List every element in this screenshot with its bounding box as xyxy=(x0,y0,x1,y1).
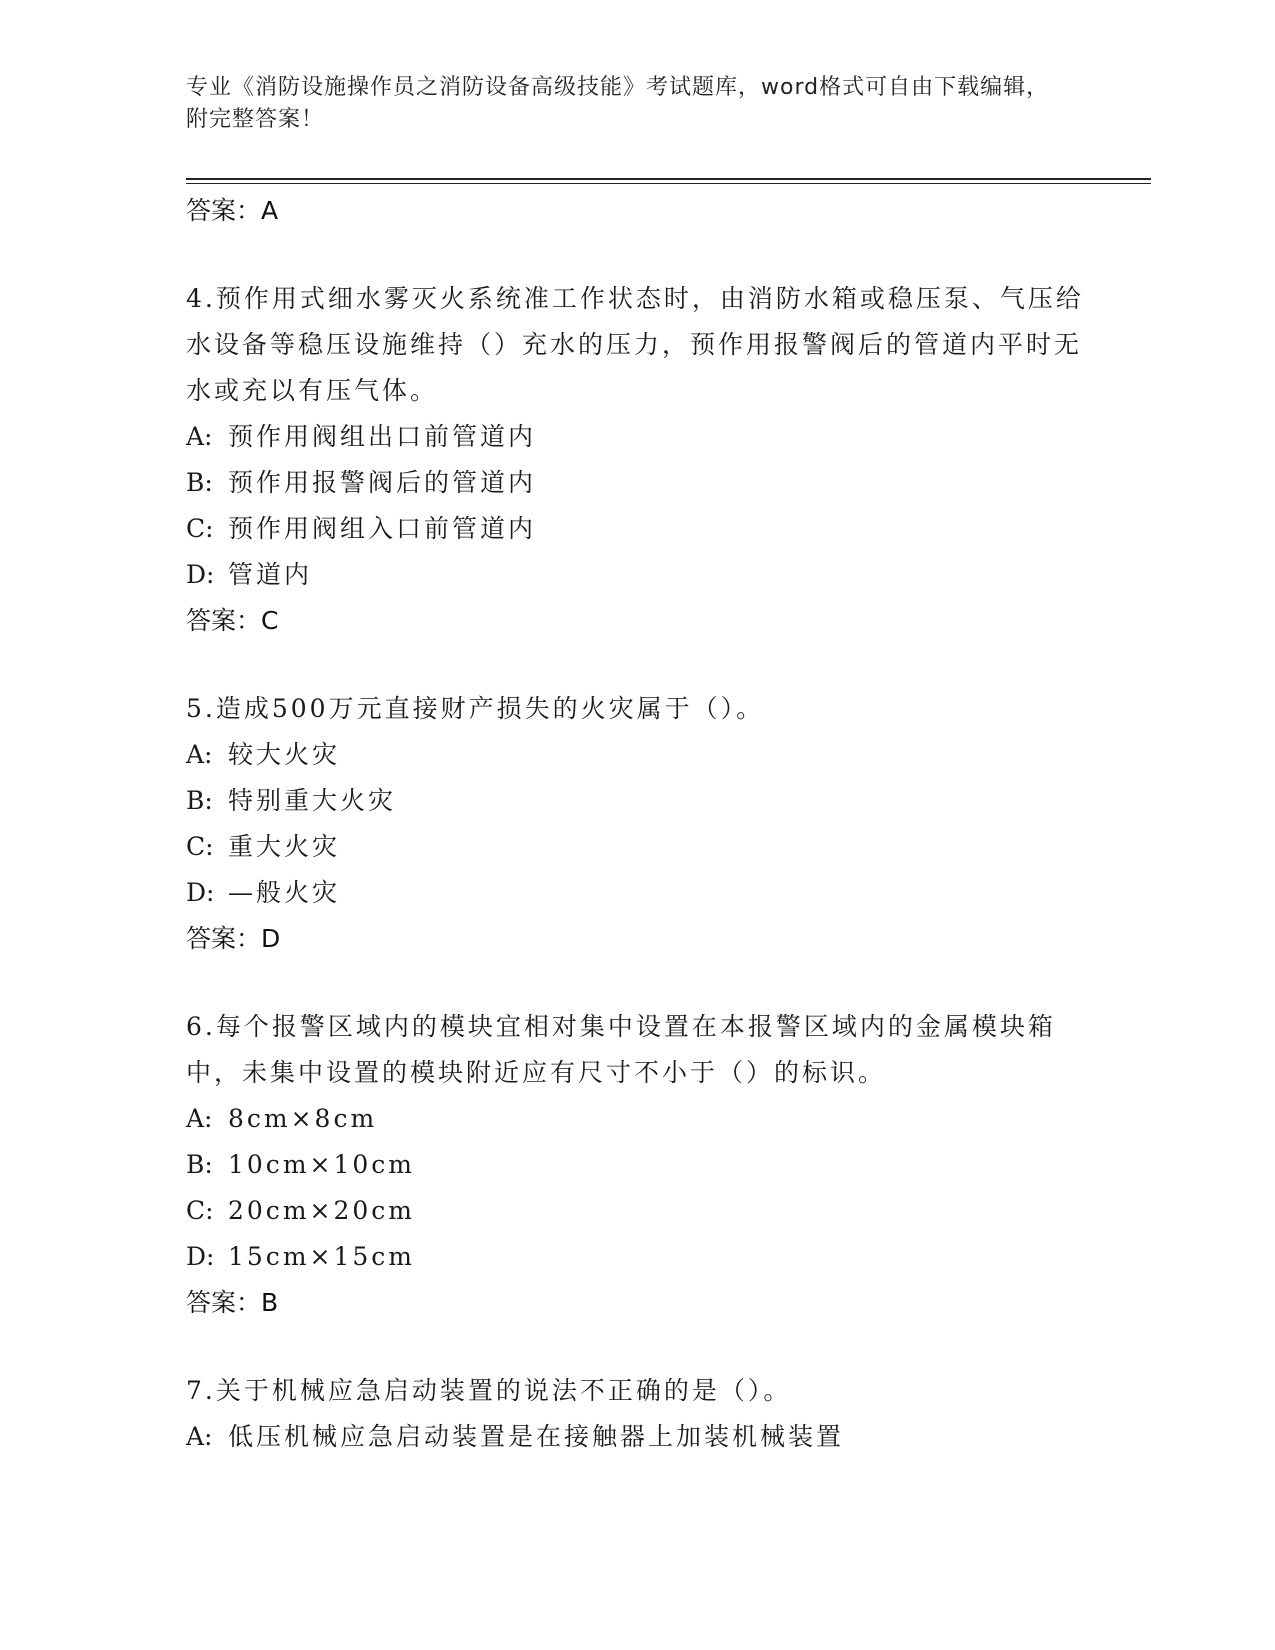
question-list xyxy=(186,188,1086,1460)
answer-value: A xyxy=(261,196,279,225)
header-rule-thick xyxy=(186,178,1151,180)
header-rule-thin xyxy=(186,183,1151,184)
option-a xyxy=(186,1096,1086,1142)
option-key: A: xyxy=(186,740,213,769)
option-c xyxy=(186,506,1086,552)
question-block xyxy=(186,1368,1086,1460)
answer-value: B xyxy=(261,1288,279,1317)
option-key: C: xyxy=(186,514,214,543)
question-stem: 5.造成500万元直接财产损失的火灾属于（）。 xyxy=(186,694,765,723)
option-c xyxy=(186,824,1086,870)
answer-value: D xyxy=(261,924,281,953)
answer-value: C xyxy=(261,606,279,635)
option-text: 8cm×8cm xyxy=(228,1104,378,1133)
question-block xyxy=(186,1004,1086,1326)
answer-label: 答案： xyxy=(186,606,262,635)
option-d xyxy=(186,1234,1086,1280)
option-key: C: xyxy=(186,832,214,861)
question-block xyxy=(186,276,1086,644)
option-text: 预作用阀组入口前管道内 xyxy=(228,514,537,543)
answer-label: 答案： xyxy=(186,196,262,225)
option-b xyxy=(186,460,1086,506)
option-d xyxy=(186,870,1086,916)
option-c xyxy=(186,1188,1086,1234)
answer-label: 答案： xyxy=(186,1288,262,1317)
option-text: 预作用阀组出口前管道内 xyxy=(228,422,537,451)
option-key: A: xyxy=(186,1422,213,1451)
question-stem: 7.关于机械应急启动装置的说法不正确的是（）。 xyxy=(186,1376,792,1405)
question-block xyxy=(186,686,1086,962)
option-b xyxy=(186,778,1086,824)
answer-line xyxy=(186,1280,1086,1326)
option-a xyxy=(186,414,1086,460)
option-key: A: xyxy=(186,422,213,451)
option-key: C: xyxy=(186,1196,214,1225)
option-key: D: xyxy=(186,1242,215,1271)
document-header: 专业《消防设施操作员之消防设备高级技能》考试题库，word格式可自由下载编辑，附完整答案！ xyxy=(186,75,1050,132)
option-key: D: xyxy=(186,878,215,907)
answer-label: 答案： xyxy=(186,924,262,953)
option-text: 低压机械应急启动装置是在接触器上加装机械装置 xyxy=(228,1422,845,1451)
option-key: A: xyxy=(186,1104,213,1133)
question-stem: 6.每个报警区域内的模块宜相对集中设置在本报警区域内的金属模块箱中，未集中设置的模块附近应有尺寸不小于（）的标识。 xyxy=(186,1012,1056,1087)
answer-line xyxy=(186,598,1086,644)
option-text: 10cm×10cm xyxy=(228,1150,415,1179)
option-text: 管道内 xyxy=(228,560,313,589)
option-a xyxy=(186,732,1086,778)
option-key: B: xyxy=(186,1150,213,1179)
option-text: 预作用报警阀后的管道内 xyxy=(228,468,537,497)
option-a xyxy=(186,1414,1086,1460)
option-text: 重大火灾 xyxy=(228,832,341,861)
answer-line xyxy=(186,188,1086,234)
option-b xyxy=(186,1142,1086,1188)
option-text: 较大火灾 xyxy=(228,740,341,769)
question-stem: 4.预作用式细水雾灭火系统准工作状态时，由消防水箱或稳压泵、气压给水设备等稳压设施维持（）充水的压力，预作用报警阀后的管道内平时无水或充以有压气体。 xyxy=(186,284,1084,405)
option-text: 20cm×20cm xyxy=(228,1196,415,1225)
option-text: 15cm×15cm xyxy=(228,1242,415,1271)
option-d xyxy=(186,552,1086,598)
option-key: B: xyxy=(186,468,213,497)
option-key: B: xyxy=(186,786,213,815)
answer-line xyxy=(186,916,1086,962)
option-key: D: xyxy=(186,560,215,589)
option-text: —般火灾 xyxy=(228,878,341,907)
option-text: 特别重大火灾 xyxy=(228,786,397,815)
